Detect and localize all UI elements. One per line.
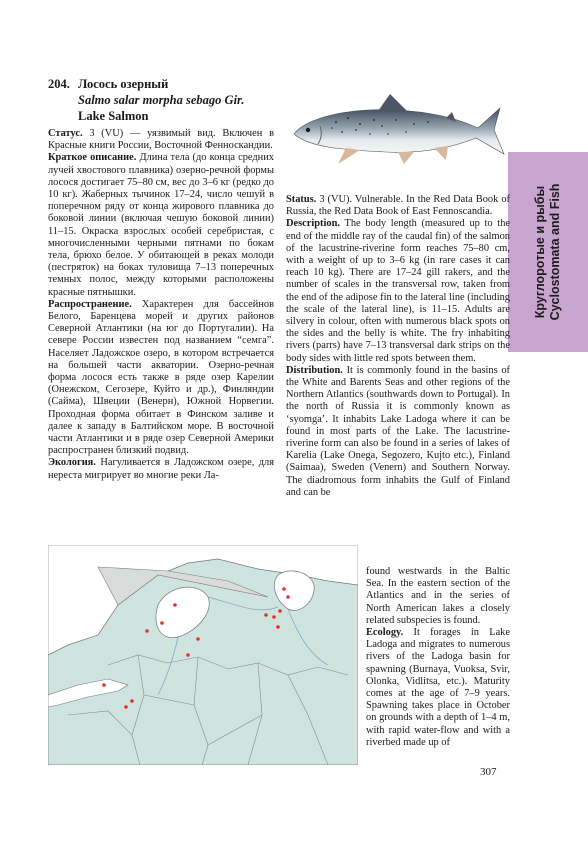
ru-ecology-label: Экология. xyxy=(48,457,96,469)
species-name-ru: Лосось озерный xyxy=(78,77,169,91)
ru-status-text: 3 (VU) — уязвимый вид. Включен в Красные книги России, Восточной Фенноскандии. xyxy=(48,128,274,152)
en-status-paragraph xyxy=(286,194,510,218)
ru-description-paragraph xyxy=(48,152,274,298)
en-distribution-label: Distribution. xyxy=(286,364,343,376)
species-number: 204. xyxy=(48,77,70,91)
map-occurrence-marker xyxy=(173,603,177,607)
ru-description-text: Длина тела (до конца средних лучей хвостового плавника) озерно-речной формы лосося достигает 75–80 см, вес до 3–6 кг (редко до 10 кг). Жаберных тычинок 17–24, число чешуй в поперечном ряду от конца жирового плавника до боковой линии (включая чешую боковой линии) 11–15. Окраска взрослых особей серебристая, с многочисленными черными пятнами по бокам тела, брюхо белое. У обитающей в реках молоди (пестряток) на боках туловища 7–13 поперечных темных полос, между которыми расположены красные пятнышки. xyxy=(48,152,274,298)
map-occurrence-marker xyxy=(286,595,290,599)
ru-distribution-label: Распространение. xyxy=(48,298,132,310)
map-occurrence-marker xyxy=(124,705,128,709)
en-description-label: Description. xyxy=(286,218,340,230)
section-tab-en: Cyclostomata and Fish xyxy=(548,183,562,321)
ru-description-label: Краткое описание. xyxy=(48,152,137,164)
map-occurrence-marker xyxy=(278,609,282,613)
en-status-text: 3 (VU). Vulnerable. In the Red Data Book of Russia, the Red Data Book of East Fennoscandia. xyxy=(286,194,510,218)
map-occurrence-marker xyxy=(160,621,164,625)
map-occurrence-marker xyxy=(282,587,286,591)
map-occurrence-marker xyxy=(264,613,268,617)
map-occurrence-marker xyxy=(272,615,276,619)
ru-ecology-text: Нагуливается в Ладожском озере, для нереста мигрирует во многие реки Ла- xyxy=(48,457,274,481)
map-occurrence-marker xyxy=(130,699,134,703)
russian-text-column xyxy=(48,128,274,482)
map-occurrence-marker xyxy=(196,637,200,641)
section-tab-ru: Круглоротые и рыбы xyxy=(533,185,547,319)
map-occurrence-marker xyxy=(102,683,106,687)
distribution-map xyxy=(48,545,358,765)
en-ecology-text: It forages in Lake Ladoga and migrates to numerous rivers of the Ladoga basin for spawning (Burnaya, Vuoksa, Svir, Olonka, Vidlitsa, etc.). Maturity comes at the age of 7–9 years. Spawning takes place in October on grounds with a depth of 1–4 m, with rapid water-flow and with a riverbed made up of xyxy=(366,627,510,748)
en-distribution-continued: found westwards in the Baltic Sea. In the eastern section of the Atlantics and in the series of North American lakes a closely related subspecies is found. xyxy=(366,566,510,626)
ru-status-paragraph xyxy=(48,128,274,152)
en-ecology-label: Ecology. xyxy=(366,627,404,639)
en-distribution-paragraph xyxy=(286,365,510,499)
ru-status-label: Статус. xyxy=(48,128,83,139)
en-distribution-text: It is commonly found in the basins of the White and Barents Seas and other regions of the Northern Atlantics (southwards down to Portugal). In the north of Russia it is commonly known as ‘syomga’. It inhabits Lake Ladoga where it can be found in most parts of the Lake. The lacustrine-riverine form can also be found in a series of lakes of Karelia (Lake Onega, Segozero, Kujto etc.), Finland (Saimaa), Sweden (Venern) and Southern Norway. The diadromous form inhabits the Gulf of Finland and can be xyxy=(286,364,510,498)
species-heading xyxy=(48,76,278,124)
ru-distribution-paragraph xyxy=(48,299,274,458)
salmon-illustration xyxy=(286,90,508,168)
species-name-en: Lake Salmon xyxy=(78,109,149,123)
map-occurrence-marker xyxy=(276,625,280,629)
ru-distribution-text: Характерен для бассейнов Белого, Баренцева морей и других районов Северной Атлантики (на юг до Португалии). На севере России известен под названием “семга”. Населяет Ладожское озеро, в котором встречается на большей части акватории. Озерно-речная форма лосося есть также в ряде озер Карелии (Онежском, Сегозере, Куйто и др.), Финляндии (Сайма), Швеции (Венерн), Южной Норвегии. Проходная форма обитает в Финском заливе и далее к западу в Балтийском море. В восточной части Атлантики и в ряде озер Северной Америки распространен близкий подвид. xyxy=(48,298,274,457)
en-description-paragraph xyxy=(286,218,510,364)
species-name-latin: Salmo salar morpha sebago Gir. xyxy=(78,93,245,107)
en-status-label: Status. xyxy=(286,194,317,205)
page-number: 307 xyxy=(480,766,497,778)
section-tab xyxy=(508,152,588,352)
english-text-column xyxy=(286,194,510,499)
english-text-continuation xyxy=(366,566,510,749)
ru-ecology-paragraph xyxy=(48,457,274,481)
map-occurrence-marker xyxy=(186,653,190,657)
map-occurrence-marker xyxy=(145,629,149,633)
en-ecology-paragraph xyxy=(366,627,510,749)
en-description-text: The body length (measured up to the end of the middle ray of the caudal fin) of the salmon of the lacustrine-riverine form reaches 75–80 cm, with a weight of up to 3–6 kg (in rare cases it can reach 10 kg). There are 17–24 gill rakers, and the number of scales in the transversal row, taken from the end of the adipose fin to the lateral line (including the scale of the lateral line), is 11–15. Adults are silvery in colour, often with numerous black spots on the sides and the belly is white. The fry inhabiting rivers (parrs) have 7–13 transversal dark strips on the body sides with little red spots between them. xyxy=(286,218,510,364)
